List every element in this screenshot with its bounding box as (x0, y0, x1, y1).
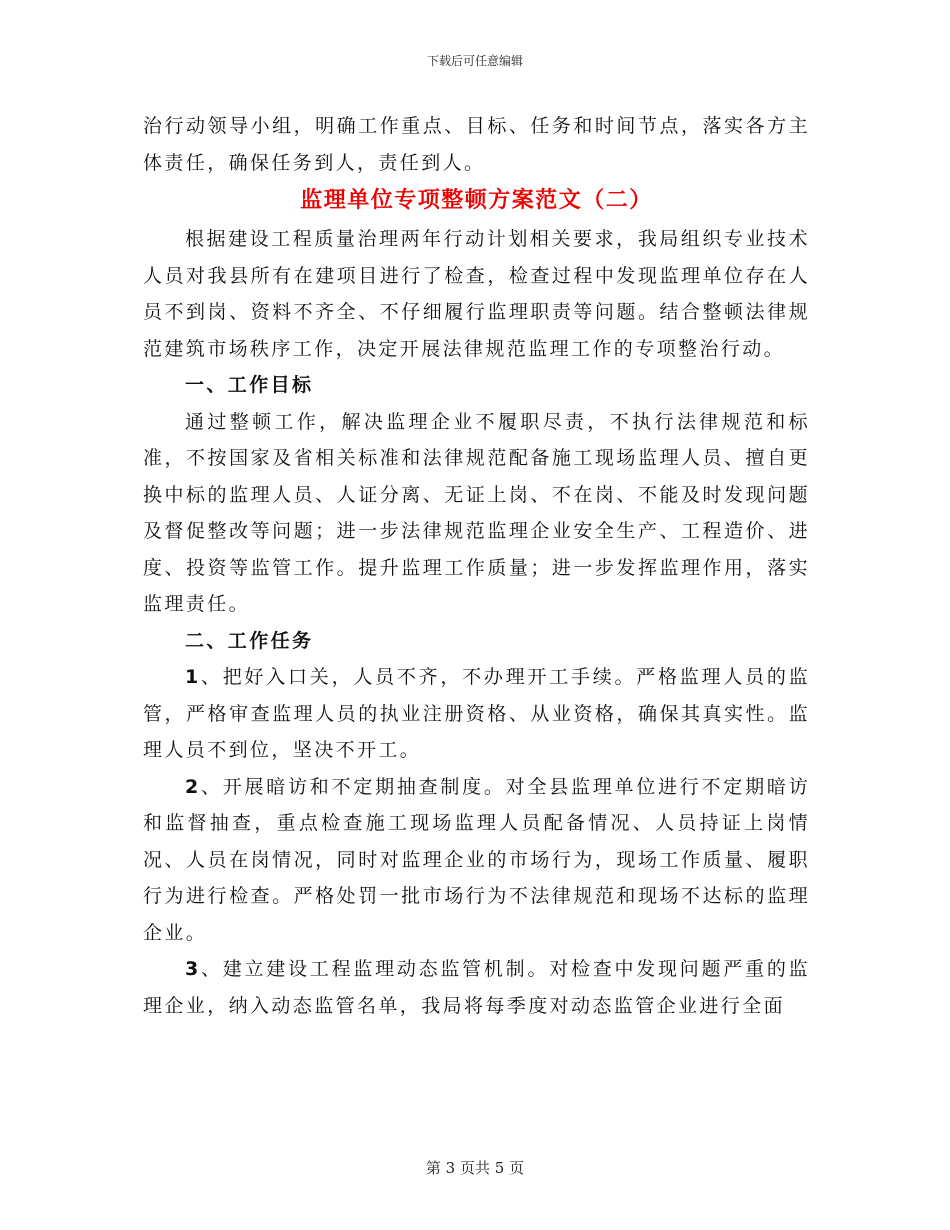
section-heading-tasks: 二、工作任务 (185, 629, 314, 652)
task-item-number: 3 (185, 958, 201, 980)
page-header: 下载后可任意编辑 (426, 54, 523, 68)
goals-paragraph: 通过整顿工作，解决监理企业不履职尽责，不执行法律规范和标准，不按国家及省相关标准和法律规范配备施工现场监理人员、擅自更换中标的监理人员、人证分离、无证上岗、不在岗、不能及时发现问题及督促整改等问题；进一步法律规范监理企业安全生产、工程造价、进度、投资等监管工作。提升监理工作质量；进一步发挥监理作用，落实监理责任。 (143, 410, 810, 615)
document-title: 监理单位专项整顿方案范文（二） (300, 188, 653, 213)
preamble-paragraph: 根据建设工程质量治理两年行动计划相关要求，我局组织专业技术人员对我县所有在建项目进行了检查，检查过程中发现监理单位存在人员不到岗、资料不齐全、不仔细履行监理职责等问题。结合整顿法律规范建筑市场秩序工作，决定开展法律规范监理工作的专项整治行动。 (143, 228, 810, 360)
intro-continuation-paragraph: 治行动领导小组，明确工作重点、目标、任务和时间节点，落实各方主体责任，确保任务到人，责任到人。 (143, 115, 810, 174)
section-heading-goals: 一、工作目标 (185, 374, 314, 396)
task-item-3 (143, 951, 810, 1024)
task-item-number: 1 (185, 666, 201, 688)
task-item-text: 、建立建设工程监理动态监管机制。对检查中发现问题严重的监理企业，纳入动态监管名单，我局将每季度对动态监管企业进行全面 (143, 958, 810, 1017)
document-body (143, 108, 810, 1024)
task-item-number: 2 (185, 775, 201, 798)
task-item-text: 、开展暗访和不定期抽查制度。对全县监理单位进行不定期暗访和监督抽查，重点检查施工现场监理人员配备情况、人员持证上岗情况、人员在岗情况，同时对监理企业的市场行为，现场工作质量、履职行为进行检查。严格处罚一批市场行为不法律规范和现场不达标的监理企业。 (143, 775, 810, 944)
task-item-text: 、把好入口关，人员不齐，不办理开工手续。严格监理人员的监管，严格审查监理人员的执业注册资格、从业资格，确保其真实性。监理人员不到位，坚决不开工。 (143, 666, 810, 761)
task-item-1 (143, 659, 810, 769)
page-footer: 第 3 页共 5 页 (425, 1159, 525, 1177)
task-item-2 (143, 769, 810, 952)
